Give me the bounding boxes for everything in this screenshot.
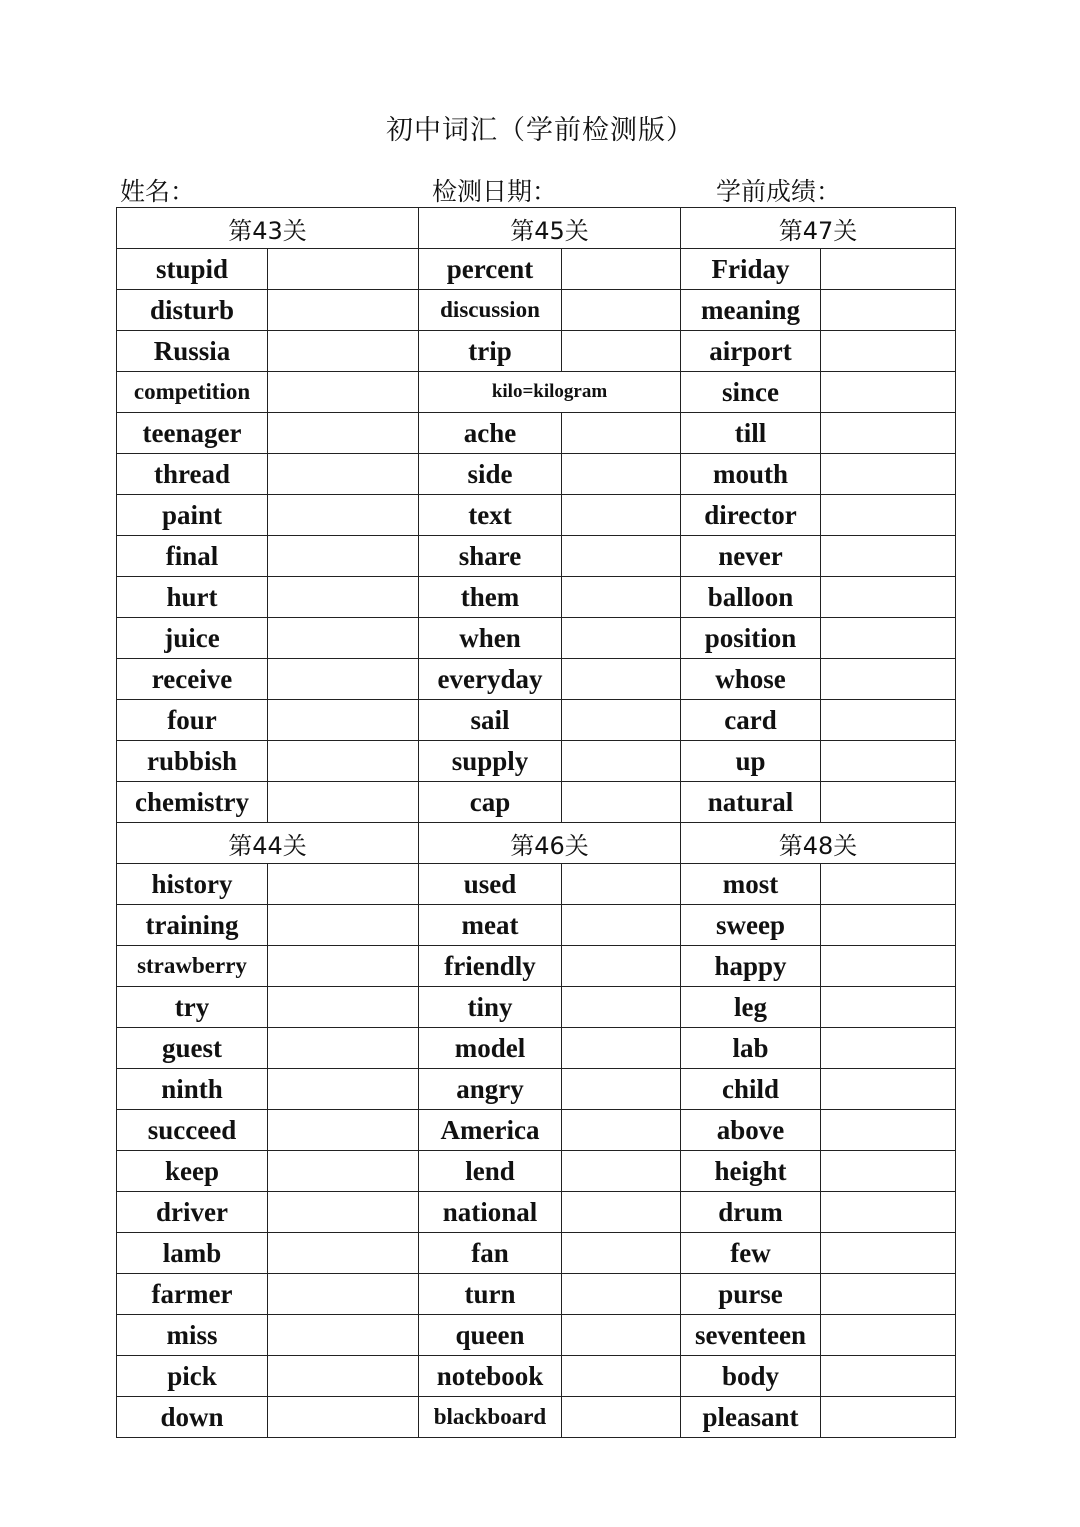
answer-cell[interactable] bbox=[821, 1192, 956, 1233]
word-cell: side bbox=[419, 454, 562, 495]
table-row bbox=[117, 1233, 956, 1274]
answer-cell[interactable] bbox=[562, 495, 681, 536]
table-row bbox=[117, 1192, 956, 1233]
word-cell: America bbox=[419, 1110, 562, 1151]
word-cell: everyday bbox=[419, 659, 562, 700]
answer-cell[interactable] bbox=[268, 905, 419, 946]
answer-cell[interactable] bbox=[821, 1356, 956, 1397]
table-row bbox=[117, 1397, 956, 1438]
answer-cell[interactable] bbox=[562, 290, 681, 331]
answer-cell[interactable] bbox=[821, 782, 956, 823]
table-row bbox=[117, 413, 956, 454]
word-cell: rubbish bbox=[117, 741, 268, 782]
word-cell: national bbox=[419, 1192, 562, 1233]
answer-cell[interactable] bbox=[562, 987, 681, 1028]
word-cell: competition bbox=[117, 372, 268, 413]
word-cell: miss bbox=[117, 1315, 268, 1356]
answer-cell[interactable] bbox=[268, 946, 419, 987]
answer-cell[interactable] bbox=[562, 1397, 681, 1438]
answer-cell[interactable] bbox=[268, 290, 419, 331]
answer-cell[interactable] bbox=[268, 495, 419, 536]
table-row bbox=[117, 1356, 956, 1397]
answer-cell[interactable] bbox=[268, 1192, 419, 1233]
answer-cell[interactable] bbox=[562, 1192, 681, 1233]
header-row bbox=[117, 208, 956, 249]
word-cell: them bbox=[419, 577, 562, 618]
word-cell: sail bbox=[419, 700, 562, 741]
answer-cell[interactable] bbox=[821, 1397, 956, 1438]
answer-cell[interactable] bbox=[268, 782, 419, 823]
word-cell: airport bbox=[681, 331, 821, 372]
answer-cell[interactable] bbox=[562, 413, 681, 454]
word-cell: meat bbox=[419, 905, 562, 946]
table-row bbox=[117, 905, 956, 946]
word-cell: turn bbox=[419, 1274, 562, 1315]
answer-cell[interactable] bbox=[562, 249, 681, 290]
answer-cell[interactable] bbox=[268, 413, 419, 454]
answer-cell[interactable] bbox=[268, 659, 419, 700]
word-cell: till bbox=[681, 413, 821, 454]
table-row bbox=[117, 946, 956, 987]
word-cell: above bbox=[681, 1110, 821, 1151]
word-cell: juice bbox=[117, 618, 268, 659]
answer-cell[interactable] bbox=[562, 1110, 681, 1151]
answer-cell[interactable] bbox=[821, 1151, 956, 1192]
answer-cell[interactable] bbox=[268, 700, 419, 741]
answer-cell[interactable] bbox=[562, 864, 681, 905]
level-header: 第43关 bbox=[117, 208, 419, 249]
word-cell: lamb bbox=[117, 1233, 268, 1274]
name-label: 姓名： bbox=[120, 177, 196, 206]
answer-cell[interactable] bbox=[821, 290, 956, 331]
word-cell: used bbox=[419, 864, 562, 905]
answer-cell[interactable] bbox=[268, 536, 419, 577]
word-cell: pick bbox=[117, 1356, 268, 1397]
score-label: 学前成绩： bbox=[716, 177, 842, 206]
word-cell: since bbox=[681, 372, 821, 413]
answer-cell[interactable] bbox=[268, 1069, 419, 1110]
word-cell: keep bbox=[117, 1151, 268, 1192]
level-header: 第47关 bbox=[681, 208, 956, 249]
answer-cell[interactable] bbox=[562, 577, 681, 618]
answer-cell[interactable] bbox=[821, 905, 956, 946]
answer-cell[interactable] bbox=[821, 659, 956, 700]
date-blank[interactable] bbox=[557, 181, 655, 208]
answer-cell[interactable] bbox=[562, 454, 681, 495]
word-cell: few bbox=[681, 1233, 821, 1274]
table-row bbox=[117, 1028, 956, 1069]
answer-cell[interactable] bbox=[268, 577, 419, 618]
word-cell: hurt bbox=[117, 577, 268, 618]
word-cell: supply bbox=[419, 741, 562, 782]
answer-cell[interactable] bbox=[821, 372, 956, 413]
answer-cell[interactable] bbox=[562, 782, 681, 823]
answer-cell[interactable] bbox=[268, 864, 419, 905]
table-row bbox=[117, 536, 956, 577]
word-cell: final bbox=[117, 536, 268, 577]
word-cell: sweep bbox=[681, 905, 821, 946]
word-cell: thread bbox=[117, 454, 268, 495]
header-row bbox=[117, 823, 956, 864]
word-cell: try bbox=[117, 987, 268, 1028]
answer-cell[interactable] bbox=[821, 700, 956, 741]
word-cell: never bbox=[681, 536, 821, 577]
word-cell: disturb bbox=[117, 290, 268, 331]
answer-cell[interactable] bbox=[562, 1233, 681, 1274]
word-cell: teenager bbox=[117, 413, 268, 454]
answer-cell[interactable] bbox=[268, 1233, 419, 1274]
table-row bbox=[117, 454, 956, 495]
word-cell: ninth bbox=[117, 1069, 268, 1110]
level-header: 第45关 bbox=[419, 208, 681, 249]
word-cell: strawberry bbox=[117, 946, 268, 987]
word-cell: height bbox=[681, 1151, 821, 1192]
table-row bbox=[117, 290, 956, 331]
date-label: 检测日期： bbox=[432, 177, 558, 206]
answer-cell[interactable] bbox=[562, 618, 681, 659]
answer-cell[interactable] bbox=[821, 1069, 956, 1110]
table-row bbox=[117, 782, 956, 823]
word-cell: up bbox=[681, 741, 821, 782]
vocab-table bbox=[116, 207, 956, 1438]
answer-cell[interactable] bbox=[268, 1356, 419, 1397]
table-row bbox=[117, 1069, 956, 1110]
answer-cell[interactable] bbox=[821, 1110, 956, 1151]
answer-cell[interactable] bbox=[821, 413, 956, 454]
word-cell: happy bbox=[681, 946, 821, 987]
answer-cell[interactable] bbox=[268, 741, 419, 782]
word-cell: model bbox=[419, 1028, 562, 1069]
word-cell: Russia bbox=[117, 331, 268, 372]
name-field bbox=[120, 172, 293, 208]
word-cell: kilo=kilogram bbox=[419, 372, 681, 413]
word-cell: blackboard bbox=[419, 1397, 562, 1438]
word-cell: mouth bbox=[681, 454, 821, 495]
word-cell: purse bbox=[681, 1274, 821, 1315]
word-cell: tiny bbox=[419, 987, 562, 1028]
answer-cell[interactable] bbox=[562, 1028, 681, 1069]
answer-cell[interactable] bbox=[268, 1315, 419, 1356]
table-row bbox=[117, 577, 956, 618]
word-cell: meaning bbox=[681, 290, 821, 331]
table-row bbox=[117, 495, 956, 536]
table-row bbox=[117, 1274, 956, 1315]
answer-cell[interactable] bbox=[562, 946, 681, 987]
answer-cell[interactable] bbox=[562, 659, 681, 700]
word-cell: friendly bbox=[419, 946, 562, 987]
answer-cell[interactable] bbox=[268, 372, 419, 413]
answer-cell[interactable] bbox=[268, 249, 419, 290]
word-cell: child bbox=[681, 1069, 821, 1110]
word-cell: card bbox=[681, 700, 821, 741]
score-blank[interactable] bbox=[841, 181, 939, 208]
word-cell: text bbox=[419, 495, 562, 536]
answer-cell[interactable] bbox=[268, 1151, 419, 1192]
answer-cell[interactable] bbox=[562, 1151, 681, 1192]
answer-cell[interactable] bbox=[562, 905, 681, 946]
answer-cell[interactable] bbox=[821, 946, 956, 987]
word-cell: lab bbox=[681, 1028, 821, 1069]
word-cell: chemistry bbox=[117, 782, 268, 823]
word-cell: position bbox=[681, 618, 821, 659]
answer-cell[interactable] bbox=[821, 1028, 956, 1069]
answer-cell[interactable] bbox=[562, 1315, 681, 1356]
answer-cell[interactable] bbox=[562, 331, 681, 372]
table-row bbox=[117, 864, 956, 905]
word-cell: receive bbox=[117, 659, 268, 700]
answer-cell[interactable] bbox=[268, 1274, 419, 1315]
word-cell: natural bbox=[681, 782, 821, 823]
answer-cell[interactable] bbox=[821, 249, 956, 290]
word-cell: down bbox=[117, 1397, 268, 1438]
word-cell: fan bbox=[419, 1233, 562, 1274]
answer-cell[interactable] bbox=[268, 454, 419, 495]
score-field bbox=[716, 172, 939, 208]
table-row bbox=[117, 372, 956, 413]
answer-cell[interactable] bbox=[821, 536, 956, 577]
word-cell: cap bbox=[419, 782, 562, 823]
table-row bbox=[117, 618, 956, 659]
word-cell: lend bbox=[419, 1151, 562, 1192]
answer-cell[interactable] bbox=[821, 618, 956, 659]
word-cell: driver bbox=[117, 1192, 268, 1233]
word-cell: angry bbox=[419, 1069, 562, 1110]
table-row bbox=[117, 987, 956, 1028]
word-cell: guest bbox=[117, 1028, 268, 1069]
answer-cell[interactable] bbox=[562, 536, 681, 577]
answer-cell[interactable] bbox=[821, 864, 956, 905]
answer-cell[interactable] bbox=[821, 331, 956, 372]
word-cell: pleasant bbox=[681, 1397, 821, 1438]
word-cell: succeed bbox=[117, 1110, 268, 1151]
word-cell: Friday bbox=[681, 249, 821, 290]
answer-cell[interactable] bbox=[268, 331, 419, 372]
word-cell: drum bbox=[681, 1192, 821, 1233]
answer-cell[interactable] bbox=[268, 987, 419, 1028]
word-cell: training bbox=[117, 905, 268, 946]
answer-cell[interactable] bbox=[268, 1028, 419, 1069]
table-row bbox=[117, 1151, 956, 1192]
level-header: 第48关 bbox=[681, 823, 956, 864]
word-cell: when bbox=[419, 618, 562, 659]
table-row bbox=[117, 249, 956, 290]
table-row bbox=[117, 1110, 956, 1151]
answer-cell[interactable] bbox=[562, 1069, 681, 1110]
answer-cell[interactable] bbox=[821, 454, 956, 495]
word-cell: whose bbox=[681, 659, 821, 700]
word-cell: history bbox=[117, 864, 268, 905]
answer-cell[interactable] bbox=[562, 1356, 681, 1397]
answer-cell[interactable] bbox=[821, 1315, 956, 1356]
word-cell: stupid bbox=[117, 249, 268, 290]
answer-cell[interactable] bbox=[562, 700, 681, 741]
word-cell: trip bbox=[419, 331, 562, 372]
table-row bbox=[117, 700, 956, 741]
answer-cell[interactable] bbox=[562, 1274, 681, 1315]
word-cell: ache bbox=[419, 413, 562, 454]
word-cell: farmer bbox=[117, 1274, 268, 1315]
word-cell: seventeen bbox=[681, 1315, 821, 1356]
word-cell: queen bbox=[419, 1315, 562, 1356]
answer-cell[interactable] bbox=[821, 987, 956, 1028]
word-cell: body bbox=[681, 1356, 821, 1397]
word-cell: most bbox=[681, 864, 821, 905]
word-cell: director bbox=[681, 495, 821, 536]
answer-cell[interactable] bbox=[268, 618, 419, 659]
answer-cell[interactable] bbox=[821, 495, 956, 536]
word-cell: notebook bbox=[419, 1356, 562, 1397]
table-row bbox=[117, 331, 956, 372]
table-row bbox=[117, 741, 956, 782]
table-row bbox=[117, 659, 956, 700]
date-field bbox=[432, 172, 655, 208]
name-blank[interactable] bbox=[195, 181, 293, 208]
word-cell: share bbox=[419, 536, 562, 577]
answer-cell[interactable] bbox=[821, 577, 956, 618]
answer-cell[interactable] bbox=[821, 741, 956, 782]
table-row bbox=[117, 1315, 956, 1356]
word-cell: discussion bbox=[419, 290, 562, 331]
word-cell: four bbox=[117, 700, 268, 741]
answer-cell[interactable] bbox=[268, 1110, 419, 1151]
word-cell: percent bbox=[419, 249, 562, 290]
answer-cell[interactable] bbox=[562, 741, 681, 782]
answer-cell[interactable] bbox=[821, 1233, 956, 1274]
answer-cell[interactable] bbox=[821, 1274, 956, 1315]
word-cell: paint bbox=[117, 495, 268, 536]
page-title: 初中词汇（学前检测版） bbox=[386, 115, 694, 146]
level-header: 第44关 bbox=[117, 823, 419, 864]
word-cell: leg bbox=[681, 987, 821, 1028]
word-cell: balloon bbox=[681, 577, 821, 618]
level-header: 第46关 bbox=[419, 823, 681, 864]
answer-cell[interactable] bbox=[268, 1397, 419, 1438]
